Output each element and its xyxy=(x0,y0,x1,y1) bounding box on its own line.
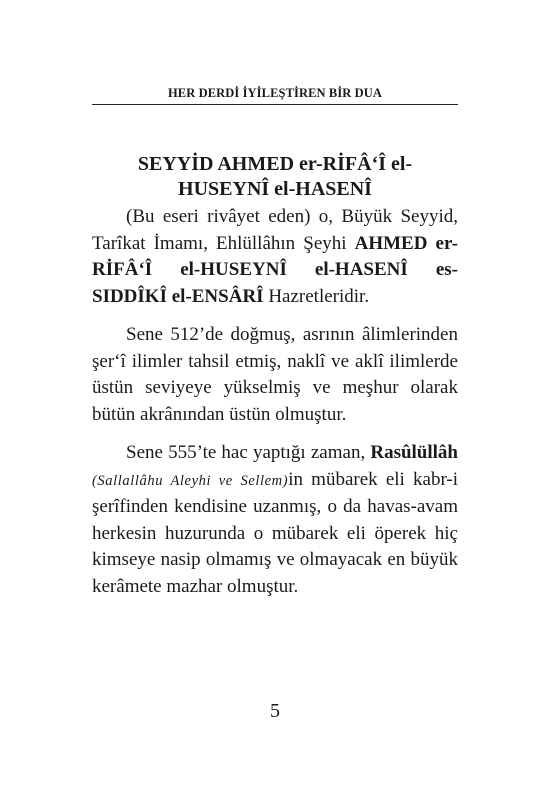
page-number: 5 xyxy=(270,700,280,722)
paragraph-1-text-a: (Bu eseri rivâyet eden) o, Büyük Seyyid, Tarîkat İmamı, Ehlüllâhın Şeyhi xyxy=(92,206,458,254)
paragraph-1 xyxy=(92,204,458,310)
paragraph-3-honorific: (Sallallâhu Aleyhi ve Sellem) xyxy=(92,472,289,489)
section-heading-line-2: HUSEYNÎ el-HASENÎ xyxy=(178,178,372,200)
paragraph-2: Sene 512’de doğmuş, asrının âlimlerinden şer‘î ilimler tahsil etmiş, naklî ve aklî ilimlerde üstün seviyeye yükselmiş ve meşhur olarak bütün akrânından üstün olmuştur. xyxy=(92,324,458,425)
header-rule xyxy=(92,104,458,105)
page-body xyxy=(92,152,458,600)
paragraph-3-text-b: in mübarek eli kabr-i şerîfinden kendisine uzanmış, o da havas-avam herkesin huzurunda o mübarek eli öperek hiç kimseye nasip olmamış ve olmayacak en büyük kerâmete mazhar olmuştur. xyxy=(92,468,459,597)
paragraph-3-bold-name: Rasûlüllâh xyxy=(370,442,458,463)
section-heading xyxy=(92,152,458,202)
paragraph-3-text-a: Sene 555’te hac yaptığı zaman, xyxy=(126,442,371,463)
paragraph-1-bold-name: AHMED er-RİFÂ‘Î el-HUSEYNÎ el-HASENÎ es-SIDDÎKÎ el-ENSÂRÎ xyxy=(92,232,458,307)
section-heading-line-1: SEYYİD AHMED er-RİFÂ‘Î el- xyxy=(137,153,413,175)
paragraph-1-text-b: Hazretleridir. xyxy=(263,285,370,307)
paragraph-3 xyxy=(92,440,458,600)
running-head: HER DERDİ İYİLEŞTİREN BİR DUA xyxy=(167,86,383,100)
